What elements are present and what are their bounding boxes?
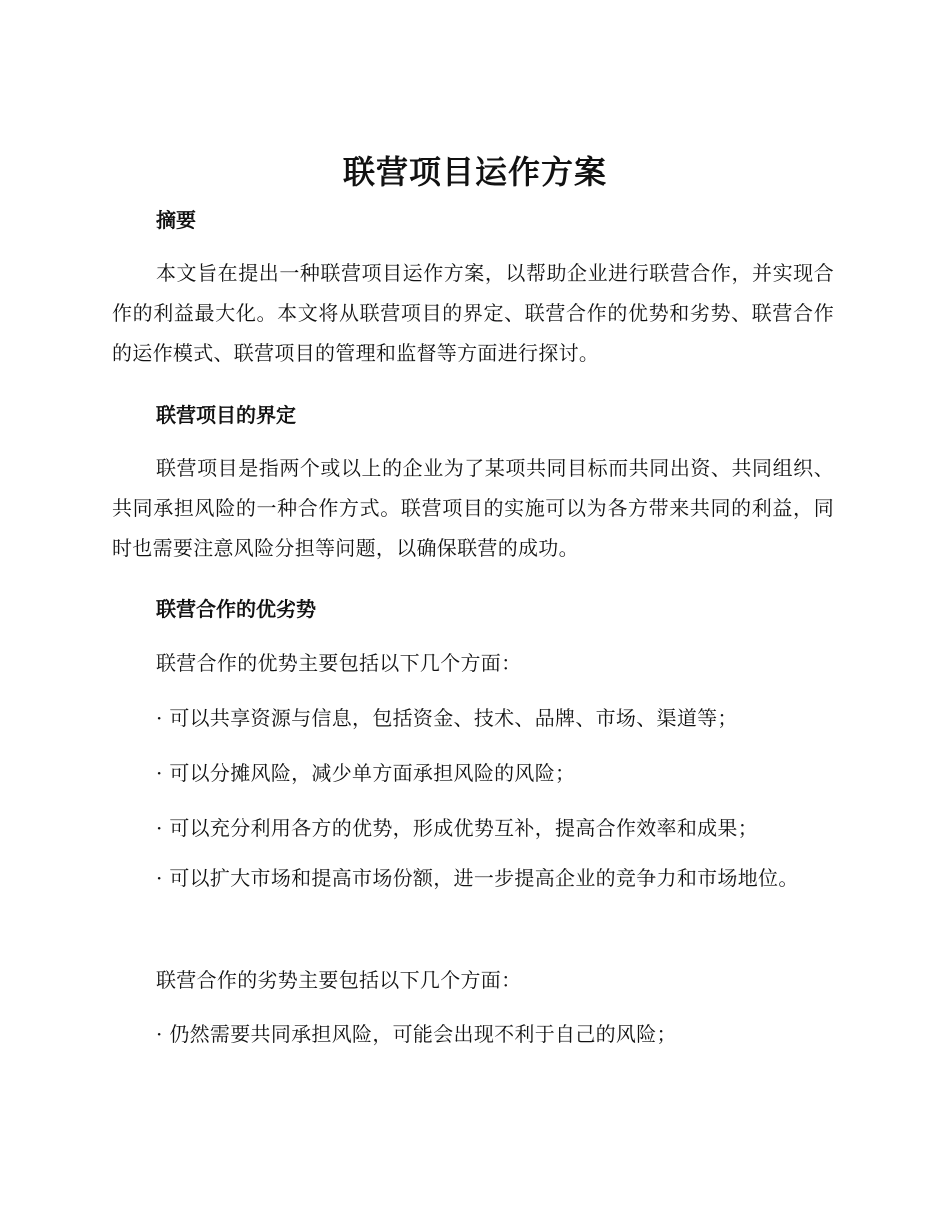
advantage-item: · 可以共享资源与信息，包括资金、技术、品牌、市场、渠道等； — [156, 706, 738, 730]
definition-paragraph: 联营项目是指两个或以上的企业为了某项共同目标而共同出资、共同组织、共同承担风险的一种合作方式。联营项目的实施可以为各方带来共同的利益，同时也需要注意风险分担等问题，以确保联营的成功。 — [112, 456, 834, 560]
abstract-heading: 摘要 — [156, 208, 196, 232]
disadvantage-item: · 仍然需要共同承担风险，可能会出现不利于自己的风险； — [156, 1022, 677, 1046]
advantages-intro: 联营合作的优势主要包括以下几个方面： — [156, 651, 522, 675]
disadvantages-intro: 联营合作的劣势主要包括以下几个方面： — [156, 968, 522, 992]
advantage-item: · 可以扩大市场和提高市场份额，进一步提高企业的竞争力和市场地位。 — [156, 866, 799, 890]
document-title: 联营项目运作方案 — [342, 153, 607, 191]
advantage-item: · 可以充分利用各方的优势，形成优势互补，提高合作效率和成果； — [156, 816, 759, 840]
section-heading-definition: 联营项目的界定 — [156, 403, 296, 427]
abstract-paragraph: 本文旨在提出一种联营项目运作方案，以帮助企业进行联营合作，并实现合作的利益最大化。本文将从联营项目的界定、联营合作的优势和劣势、联营合作的运作模式、联营项目的管理和监督等方面进行探讨。 — [112, 261, 834, 365]
advantage-item: · 可以分摊风险，减少单方面承担风险的风险； — [156, 761, 576, 785]
section-heading-pros-cons: 联营合作的优劣势 — [156, 597, 316, 621]
